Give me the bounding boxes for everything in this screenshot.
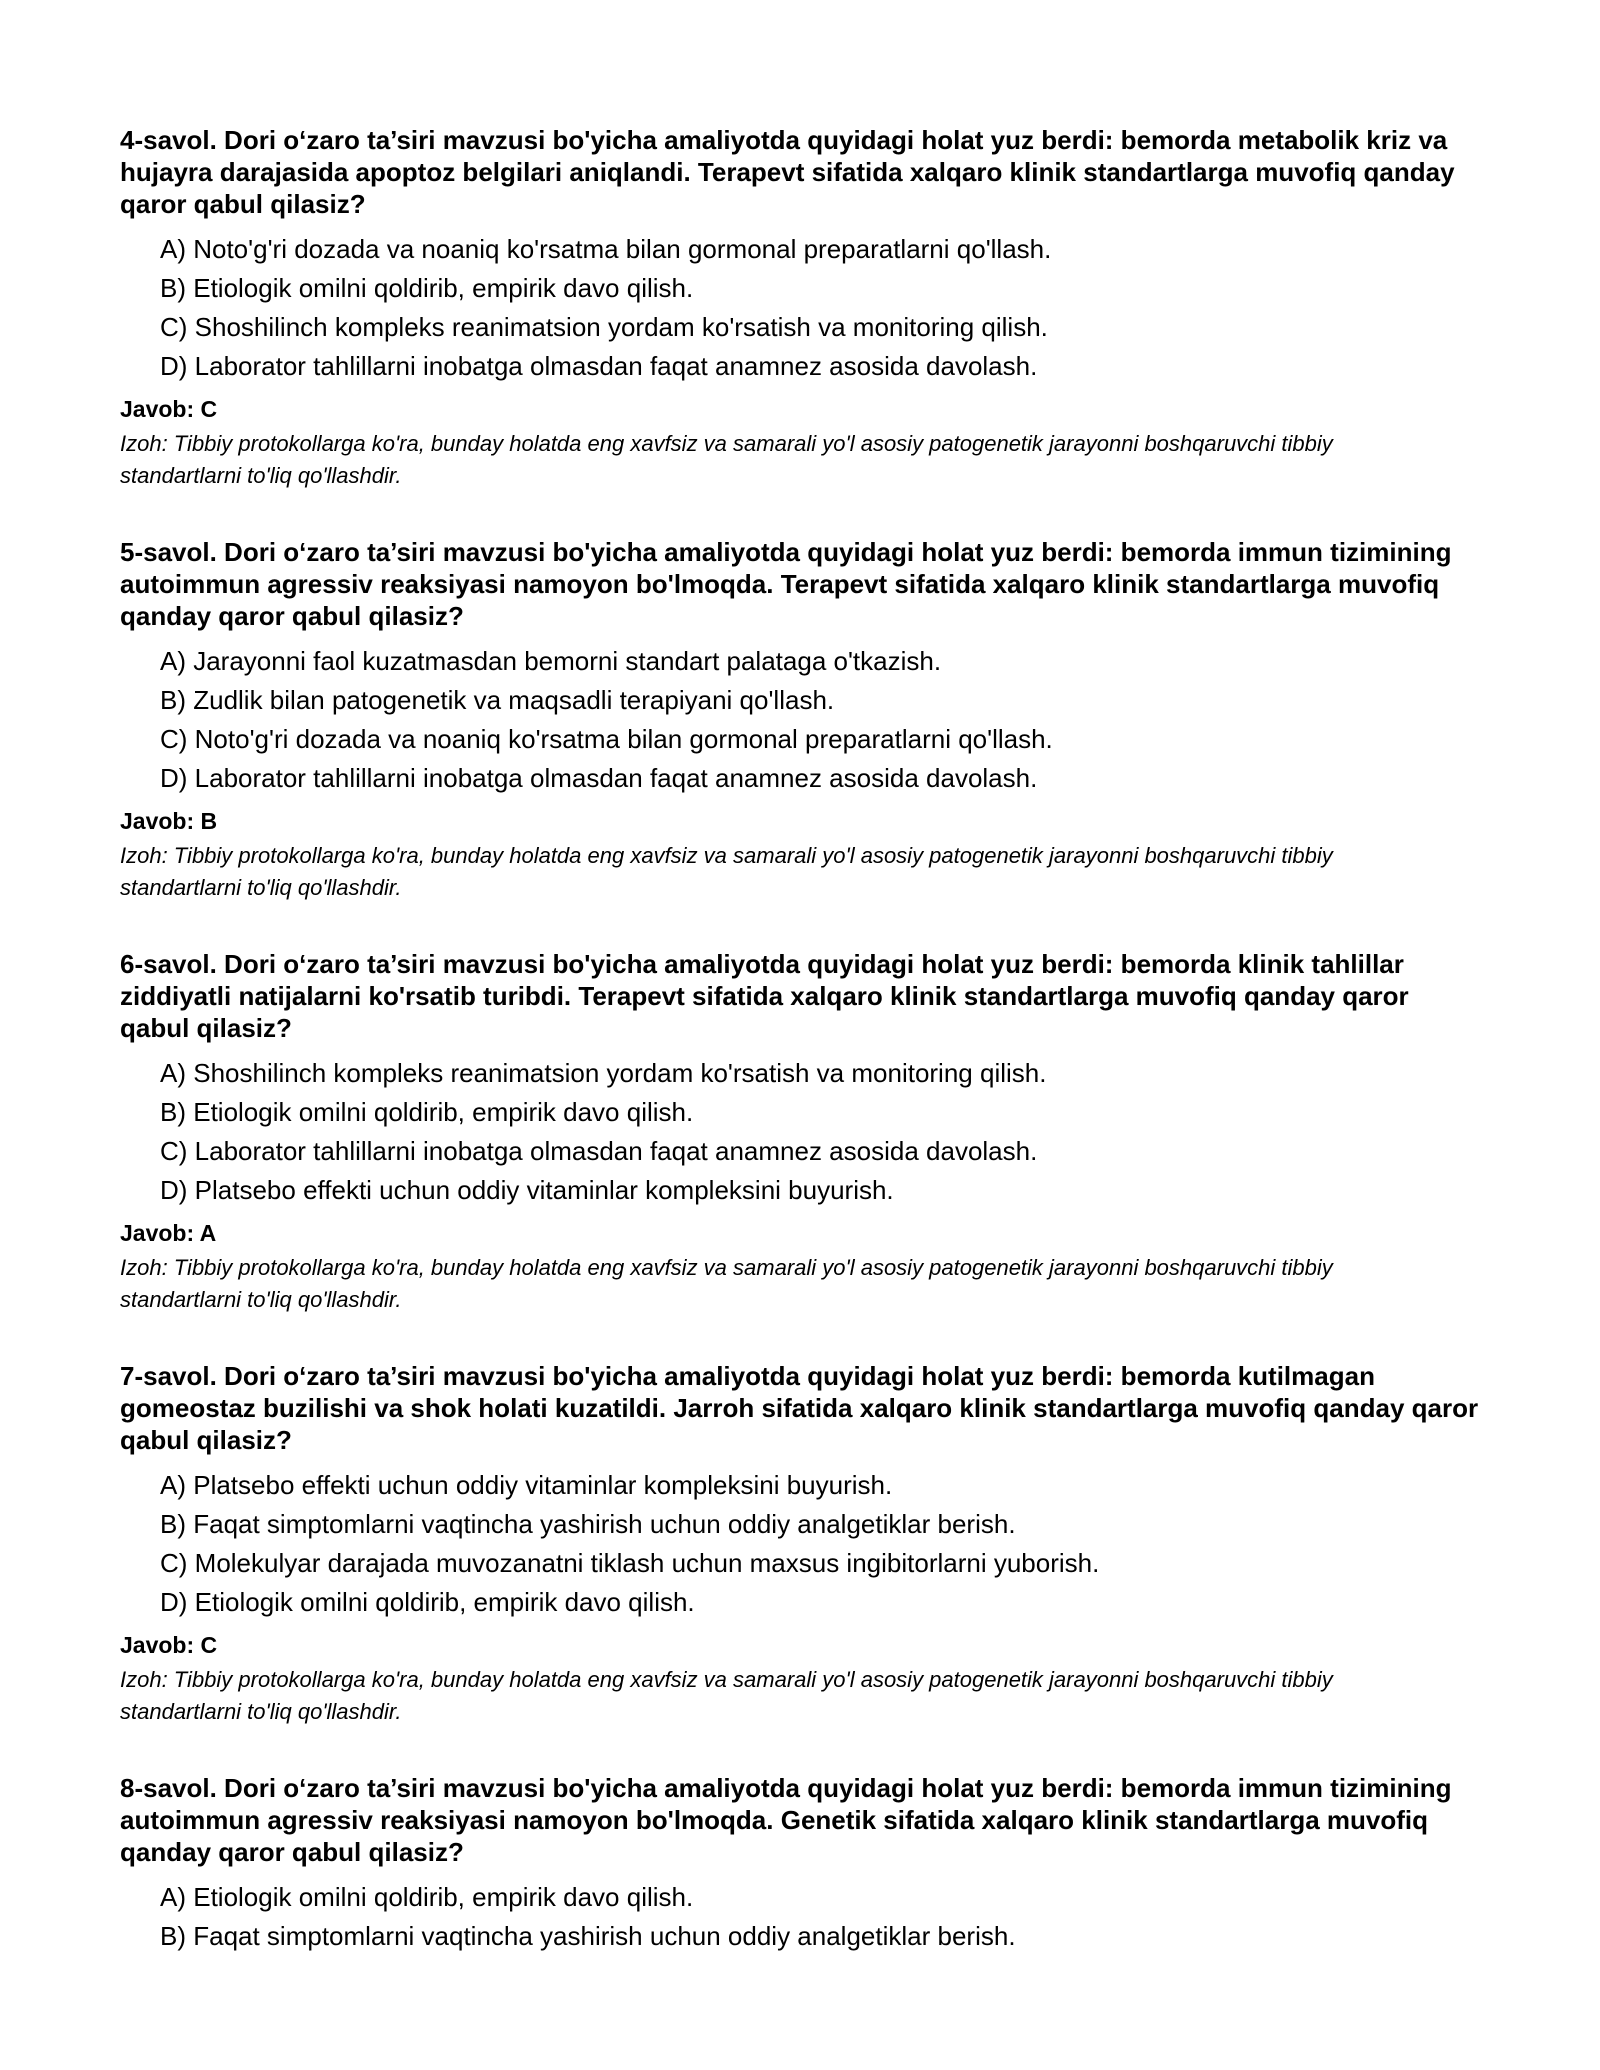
option-a: A) Jarayonni faol kuzatmasdan bemorni standart palataga o'tkazish. bbox=[160, 646, 942, 676]
answer-label: Javob: B bbox=[120, 808, 218, 834]
options-list bbox=[120, 230, 1480, 386]
question-text: 6-savol. Dori o‘zaro ta’siri mavzusi bo'yicha amaliyotda quyidagi holat yuz berdi: bemorda klinik tahlillar ziddiyatli natijalarni ko'rsatib turibdi. Terapevt sifatida xalqaro klinik standartlarga muvofiq qanday qaror qabul qilasiz? bbox=[120, 949, 1409, 1043]
answer-label: Javob: C bbox=[120, 396, 218, 422]
question-block-7 bbox=[120, 1360, 1480, 1728]
question-text: 4-savol. Dori o‘zaro ta’siri mavzusi bo'yicha amaliyotda quyidagi holat yuz berdi: bemorda metabolik kriz va hujayra darajasida apoptoz belgilari aniqlandi. Terapevt sifatida xalqaro klinik standartlarga muvofiq qanday qaror qabul qilasiz? bbox=[120, 125, 1455, 219]
option-c: C) Molekulyar darajada muvozanatni tiklash uchun maxsus ingibitorlarni yuborish. bbox=[160, 1548, 1100, 1578]
explanation-note: Izoh: Tibbiy protokollarga ko'ra, bunday holatda eng xavfsiz va samarali yo'l asosiy patogenetik jarayonni boshqaruvchi tibbiy standartlarni to'liq qo'llashdir. bbox=[120, 1255, 1333, 1312]
option-b: B) Faqat simptomlarni vaqtincha yashirish uchun oddiy analgetiklar berish. bbox=[160, 1921, 1016, 1951]
explanation-note: Izoh: Tibbiy protokollarga ko'ra, bunday holatda eng xavfsiz va samarali yo'l asosiy patogenetik jarayonni boshqaruvchi tibbiy standartlarni to'liq qo'llashdir. bbox=[120, 431, 1333, 488]
question-block-6 bbox=[120, 948, 1480, 1316]
option-b: B) Faqat simptomlarni vaqtincha yashirish uchun oddiy analgetiklar berish. bbox=[160, 1509, 1016, 1539]
option-a: A) Platsebo effekti uchun oddiy vitaminlar kompleksini buyurish. bbox=[160, 1470, 893, 1500]
option-c: C) Shoshilinch kompleks reanimatsion yordam ko'rsatish va monitoring qilish. bbox=[160, 312, 1048, 342]
option-a: A) Noto'g'ri dozada va noaniq ko'rsatma bilan gormonal preparatlarni qo'llash. bbox=[160, 234, 1052, 264]
option-d: D) Laborator tahlillarni inobatga olmasdan faqat anamnez asosida davolash. bbox=[160, 351, 1038, 381]
option-b: B) Etiologik omilni qoldirib, empirik davo qilish. bbox=[160, 1097, 694, 1127]
question-text: 8-savol. Dori o‘zaro ta’siri mavzusi bo'yicha amaliyotda quyidagi holat yuz berdi: bemorda immun tizimining autoimmun agressiv reaksiyasi namoyon bo'lmoqda. Genetik sifatida xalqaro klinik standartlarga muvofiq qanday qaror qabul qilasiz? bbox=[120, 1773, 1452, 1867]
option-c: C) Noto'g'ri dozada va noaniq ko'rsatma bilan gormonal preparatlarni qo'llash. bbox=[160, 724, 1053, 754]
question-block-8 bbox=[120, 1772, 1480, 1956]
question-text: 5-savol. Dori o‘zaro ta’siri mavzusi bo'yicha amaliyotda quyidagi holat yuz berdi: bemorda immun tizimining autoimmun agressiv reaksiyasi namoyon bo'lmoqda. Terapevt sifatida xalqaro klinik standartlarga muvofiq qanday qaror qabul qilasiz? bbox=[120, 537, 1452, 631]
answer-label: Javob: C bbox=[120, 1632, 218, 1658]
option-a: A) Etiologik omilni qoldirib, empirik davo qilish. bbox=[160, 1882, 694, 1912]
options-list bbox=[120, 642, 1480, 798]
explanation-note: Izoh: Tibbiy protokollarga ko'ra, bunday holatda eng xavfsiz va samarali yo'l asosiy patogenetik jarayonni boshqaruvchi tibbiy standartlarni to'liq qo'llashdir. bbox=[120, 1667, 1333, 1724]
option-a: A) Shoshilinch kompleks reanimatsion yordam ko'rsatish va monitoring qilish. bbox=[160, 1058, 1047, 1088]
question-block-5 bbox=[120, 536, 1480, 904]
options-list bbox=[120, 1054, 1480, 1210]
options-list bbox=[120, 1466, 1480, 1622]
answer-label: Javob: A bbox=[120, 1220, 217, 1246]
option-d: D) Platsebo effekti uchun oddiy vitaminlar kompleksini buyurish. bbox=[160, 1175, 894, 1205]
option-b: B) Zudlik bilan patogenetik va maqsadli terapiyani qo'llash. bbox=[160, 685, 835, 715]
option-b: B) Etiologik omilni qoldirib, empirik davo qilish. bbox=[160, 273, 694, 303]
options-list bbox=[120, 1878, 1480, 1956]
explanation-note: Izoh: Tibbiy protokollarga ko'ra, bunday holatda eng xavfsiz va samarali yo'l asosiy patogenetik jarayonni boshqaruvchi tibbiy standartlarni to'liq qo'llashdir. bbox=[120, 843, 1333, 900]
question-text: 7-savol. Dori o‘zaro ta’siri mavzusi bo'yicha amaliyotda quyidagi holat yuz berdi: bemorda kutilmagan gomeostaz buzilishi va shok holati kuzatildi. Jarroh sifatida xalqaro klinik standartlarga muvofiq qanday qaror qabul qilasiz? bbox=[120, 1361, 1479, 1455]
option-d: D) Laborator tahlillarni inobatga olmasdan faqat anamnez asosida davolash. bbox=[160, 763, 1038, 793]
option-c: C) Laborator tahlillarni inobatga olmasdan faqat anamnez asosida davolash. bbox=[160, 1136, 1038, 1166]
question-block-4 bbox=[120, 124, 1480, 492]
option-d: D) Etiologik omilni qoldirib, empirik davo qilish. bbox=[160, 1587, 695, 1617]
